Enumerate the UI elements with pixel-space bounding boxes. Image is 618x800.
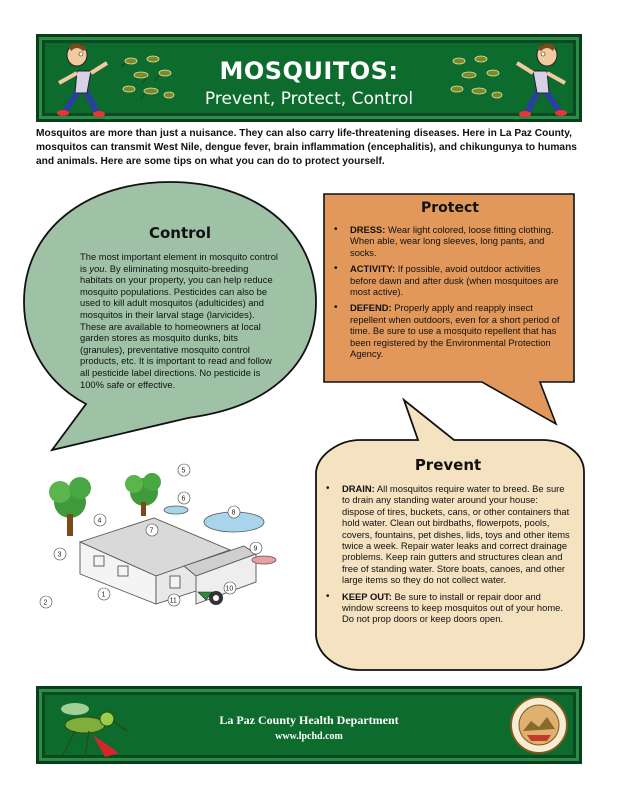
prevent-heading: Prevent [414, 456, 482, 474]
svg-text:6: 6 [181, 495, 186, 503]
house-yard-illustration [34, 458, 284, 620]
list-item: • DEFEND: Properly apply and reapply insect repellent when outdoors, even for a short period of time. Be sure to use a mosquito repellent that has been registered by the Environmental Protection Agency. [332, 302, 568, 359]
callout-number [228, 506, 240, 518]
protect-heading: Protect [421, 200, 479, 216]
svg-text:11: 11 [169, 597, 177, 605]
svg-text:9: 9 [253, 545, 258, 553]
intro-paragraph: Mosquitos are more than just a nuisance. They can also carry life-threatening diseases. Here in La Paz County, mosquitos can transmit West Nile, dengue fever, brain inflammation (encephalitis), and chikungunya to humans and animals. Here are some tips on what you can do to protect yourself. [36, 128, 577, 167]
control-body: The most important element in mosquito control is you. By eliminating mosquito-breeding habitats on your property, you can help reduce mosquito populations. Pesticides can also be used to kill adult mosquitos (adulticides) and mosquitos in their larval stage (larvicides). These are available to homeowners at local garden stores as mosquito dunks, bits (granules), preventative mosquito control products, etc. It is important to read and follow all pesticide label directions. No pesticide is 100% safe or effective. [80, 251, 279, 390]
page-subtitle: Prevent, Protect, Control [204, 89, 414, 109]
svg-text:7: 7 [149, 527, 154, 535]
callout-number [94, 514, 106, 526]
list-item: • DRESS: Wear light colored, loose fitting clothing. When able, wear long sleeves, long pants, and socks. [332, 224, 568, 258]
callout-number [40, 596, 52, 608]
svg-text:10: 10 [225, 585, 234, 593]
svg-text:5: 5 [181, 467, 186, 475]
svg-text:8: 8 [231, 509, 236, 517]
svg-text:1: 1 [101, 591, 106, 599]
prevent-section [324, 456, 572, 630]
tree-icon [49, 477, 91, 536]
svg-text:4: 4 [97, 517, 102, 525]
svg-text:3: 3 [57, 551, 62, 559]
tree-icon [125, 473, 161, 516]
callout-number [98, 588, 110, 600]
county-seal-icon [509, 695, 569, 755]
callout-number [54, 548, 66, 560]
organization-name: La Paz County Health Department [219, 713, 399, 727]
footer-banner [36, 686, 582, 764]
callout-number [168, 594, 180, 606]
callout-number [250, 542, 262, 554]
callout-number [146, 524, 158, 536]
page-title: MOSQUITOS: [219, 57, 399, 85]
callout-number [178, 464, 190, 476]
control-heading: Control [148, 224, 211, 242]
list-item: • ACTIVITY: If possible, avoid outdoor activities before dawn and after dusk (when mosquitoes are most active). [332, 263, 568, 297]
callout-number [224, 582, 236, 594]
svg-text:2: 2 [43, 599, 48, 607]
list-item: • KEEP OUT: Be sure to install or repair door and window screens to keep mosquitos out of your home. Do not prop doors or keep doors open. [324, 591, 572, 625]
callout-number [178, 492, 190, 504]
website-link[interactable]: www.lpchd.com [275, 731, 343, 742]
prevent-tips-list [324, 483, 572, 625]
list-item: • DRAIN: All mosquitos require water to breed. Be sure to drain any standing water around your house: dispose of tires, buckets, cans, or other containers that hold water. Clean out birdbaths, flowerpots, pools, covers, fountains, pet dishes, lids, toys and other items twice a week. Repair water leaks and correct drainage problems. Keep rain gutters and structures clean and free of standing water. Store boats, canoes, and other large items so they do not collect water. [324, 483, 572, 586]
